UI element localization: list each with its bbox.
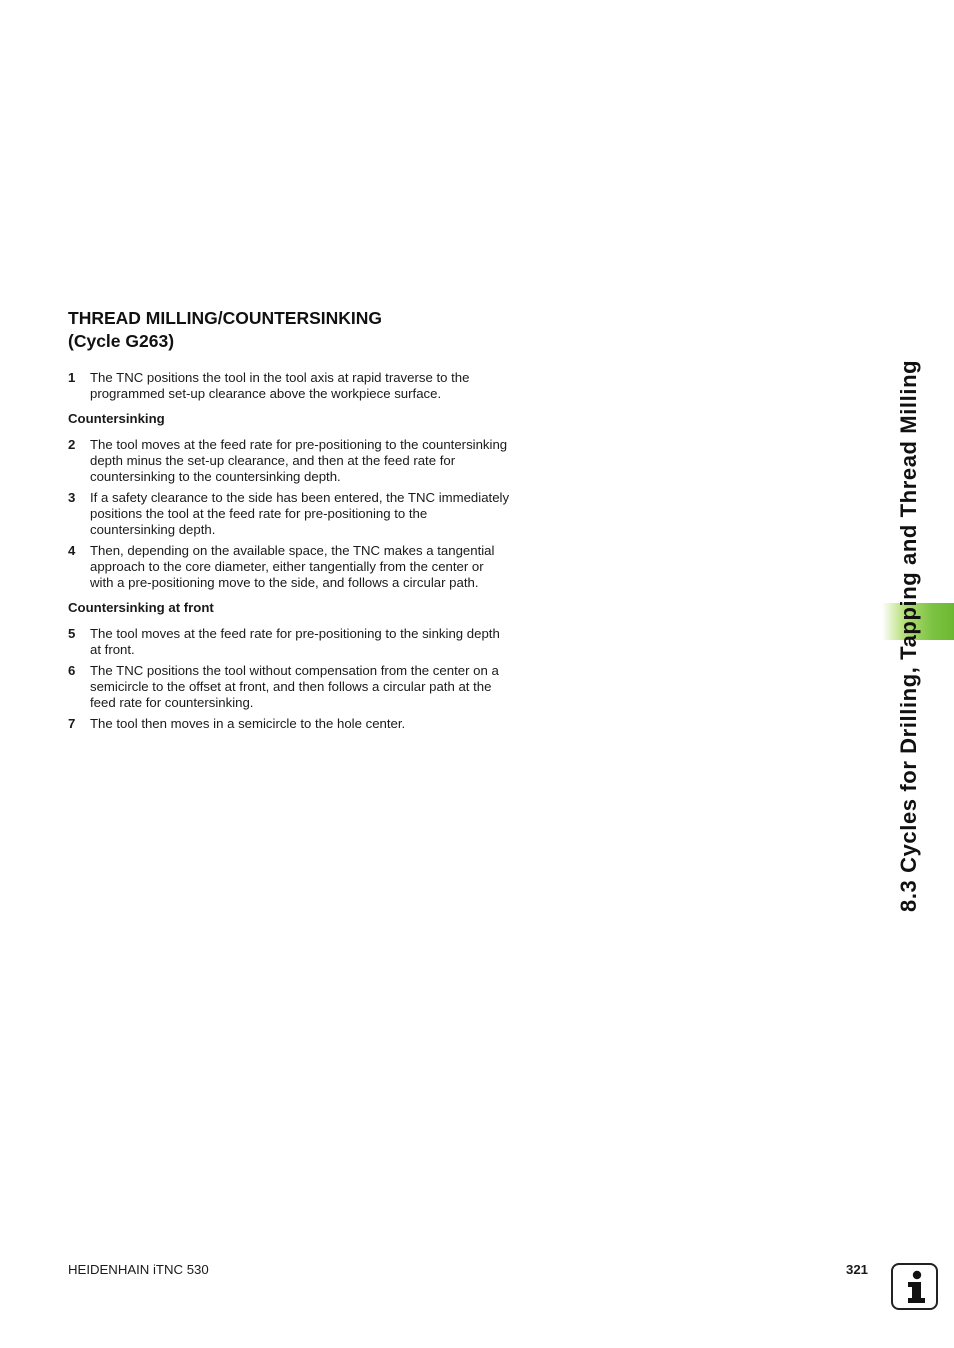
step-text: The tool moves at the feed rate for pre-positioning to the sinking depth at front. xyxy=(90,626,500,657)
page-number: 321 xyxy=(846,1262,869,1277)
step-number: 7 xyxy=(68,716,76,731)
step-2 xyxy=(68,437,510,485)
step-text: The tool moves at the feed rate for pre-positioning to the countersinking depth minus the set-up clearance, and then at the feed rate for countersinking to the countersinking depth. xyxy=(90,437,508,484)
front-heading: Countersinking at front xyxy=(68,600,214,615)
step-number: 2 xyxy=(68,437,76,452)
info-icon xyxy=(891,1263,938,1310)
section-title-line1: THREAD MILLING/COUNTERSINKING xyxy=(68,308,383,328)
footer-product: HEIDENHAIN iTNC 530 xyxy=(68,1262,209,1277)
step-3 xyxy=(68,490,510,538)
step-7 xyxy=(68,716,510,732)
step-number: 5 xyxy=(68,626,76,641)
step-text: If a safety clearance to the side has been entered, the TNC immediately positions the tool at the feed rate for pre-positioning to the countersinking depth. xyxy=(90,490,510,537)
step-text: Then, depending on the available space, the TNC makes a tangential approach to the core diameter, either tangentially from the center or with a pre-positioning move to the side, and follows a circular path. xyxy=(90,543,495,590)
step-4 xyxy=(68,543,510,591)
step-6 xyxy=(68,663,510,711)
step-number: 4 xyxy=(68,543,76,558)
chapter-title: 8.3 Cycles for Drilling, Tapping and Thread Milling xyxy=(896,359,921,912)
countersinking-heading: Countersinking xyxy=(68,411,165,426)
step-1 xyxy=(68,370,510,402)
step-text: The tool then moves in a semicircle to the hole center. xyxy=(90,716,406,731)
step-number: 6 xyxy=(68,663,76,678)
page-content xyxy=(68,307,510,737)
section-title xyxy=(68,307,510,353)
step-5 xyxy=(68,626,510,658)
step-text: The TNC positions the tool in the tool axis at rapid traverse to the programmed set-up clearance above the workpiece surface. xyxy=(90,370,470,401)
step-number: 3 xyxy=(68,490,76,505)
section-title-line2: (Cycle G263) xyxy=(68,331,175,351)
step-number: 1 xyxy=(68,370,76,385)
step-text: The TNC positions the tool without compensation from the center on a semicircle to the offset at front, and then follows a circular path at the feed rate for countersinking. xyxy=(90,663,499,710)
